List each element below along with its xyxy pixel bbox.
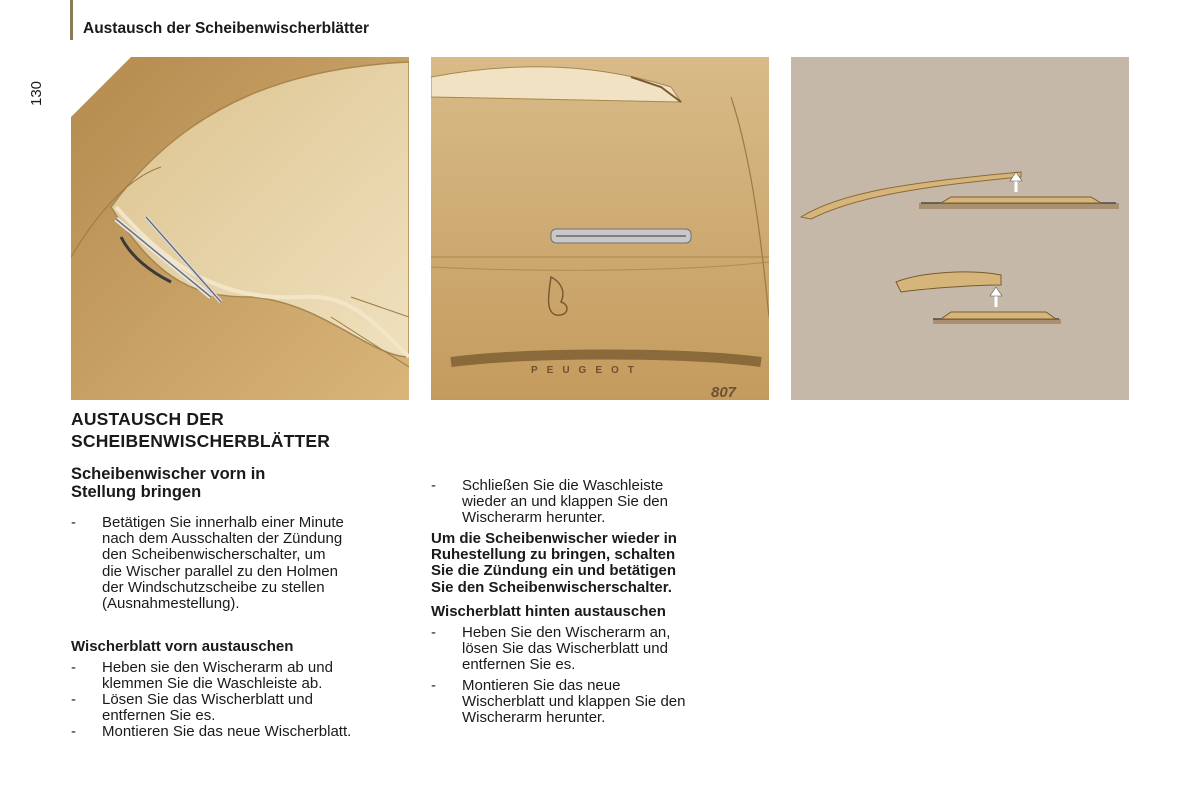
rear-wiper-image	[431, 57, 769, 400]
section-heading-line: Scheibenwischer vorn in	[71, 465, 266, 483]
rear-wiper-illustration	[431, 57, 769, 400]
brand-text: PEUGEOT	[531, 365, 643, 376]
bullet-dash: -	[431, 677, 436, 694]
page-header-title: Austausch der Scheibenwischerblätter	[83, 20, 369, 37]
bullet-line: Wischerarm herunter.	[462, 709, 606, 727]
bullet-line: Montieren Sie das neue	[462, 677, 621, 694]
bullet-line: nach dem Ausschalten der Zündung	[102, 530, 343, 548]
bullet-line: Schließen Sie die Waschleiste	[462, 477, 664, 494]
bullet-dash: -	[71, 659, 76, 676]
bullet-line: Heben Sie den Wischerarm an,	[462, 624, 671, 641]
model-badge: 807	[711, 384, 737, 400]
bullet-line: Wischerarm herunter.	[462, 509, 606, 527]
bullet-line: klemmen Sie die Waschleiste ab.	[102, 675, 323, 693]
front-blade-heading: Wischerblatt vorn austauschen	[71, 638, 294, 655]
bullet-line: Lösen Sie das Wischerblatt und	[102, 691, 313, 708]
bullet-line: wieder an und klappen Sie den	[462, 493, 668, 511]
bullet-line: den Scheibenwischerschalter, um	[102, 546, 326, 564]
bullet-line: entfernen Sie es.	[462, 656, 576, 674]
bullet-dash: -	[71, 514, 76, 531]
windscreen-wiper-illustration	[71, 57, 409, 400]
bullet-dash: -	[431, 477, 436, 494]
rear-blade-heading: Wischerblatt hinten austauschen	[431, 603, 666, 620]
bullet-line: Montieren Sie das neue Wischerblatt.	[102, 723, 352, 740]
bullet-line: die Wischer parallel zu den Holmen	[102, 562, 338, 580]
main-title-line: SCHEIBENWISCHERBLÄTTER	[71, 431, 331, 451]
wiper-blade-diagram	[791, 57, 1129, 400]
main-title-line: AUSTAUSCH DER	[71, 409, 224, 429]
note-line: Sie den Scheibenwischerschalter.	[431, 578, 672, 596]
header-accent-bar	[70, 0, 73, 40]
bullet-dash: -	[431, 624, 436, 641]
bullet-line: (Ausnahmestellung).	[102, 595, 240, 613]
bullet-line: entfernen Sie es.	[102, 707, 216, 725]
rest-position-note	[431, 531, 677, 596]
bullet-dash: -	[71, 691, 76, 708]
page-number: 130	[28, 80, 45, 106]
note-line: Um die Scheibenwischer wieder in	[431, 530, 677, 547]
section-heading-line: Stellung bringen	[71, 483, 202, 501]
bullet-line: Heben sie den Wischerarm ab und	[102, 659, 333, 676]
section-heading	[71, 465, 401, 501]
bullet-line: Betätigen Sie innerhalb einer Minute	[102, 514, 344, 531]
main-title	[71, 408, 411, 452]
bullet-dash: -	[71, 723, 76, 740]
wiper-blades-image	[791, 57, 1129, 400]
bullet-line: Wischerblatt und klappen Sie den	[462, 693, 686, 711]
note-line: Sie die Zündung ein und betätigen	[431, 562, 676, 580]
bullet-line: lösen Sie das Wischerblatt und	[462, 640, 668, 658]
front-wiper-image	[71, 57, 409, 400]
bullet-line: der Windschutzscheibe zu stellen	[102, 578, 325, 596]
note-line: Ruhestellung zu bringen, schalten	[431, 546, 676, 564]
